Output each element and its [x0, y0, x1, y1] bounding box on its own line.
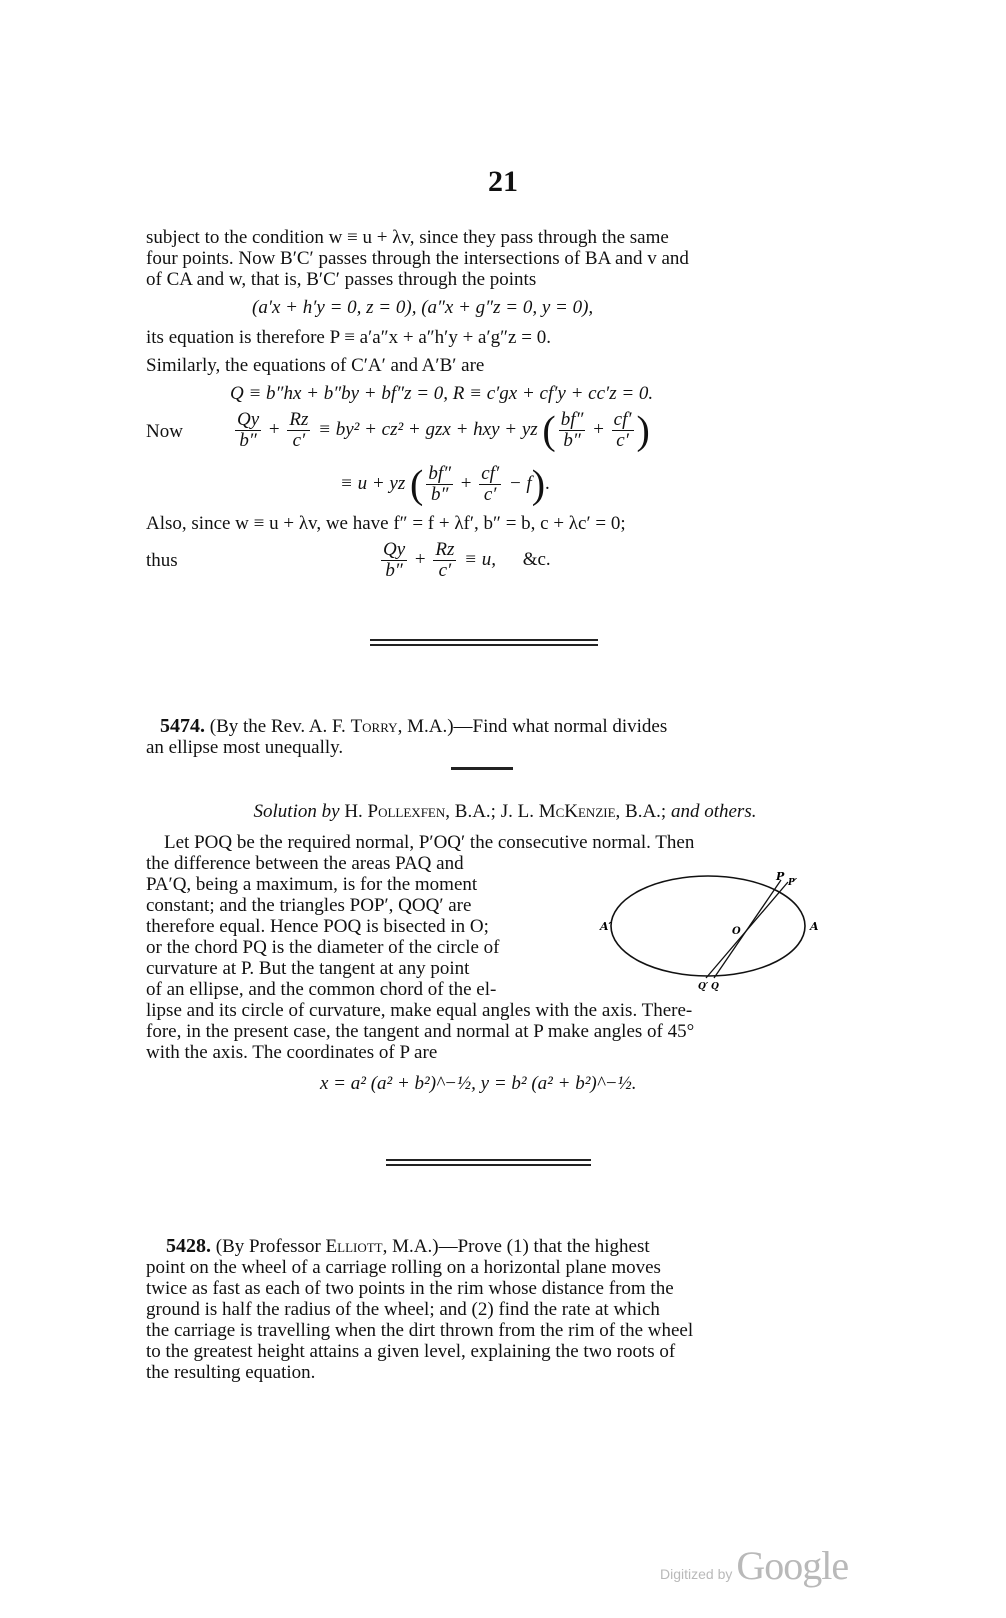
continuation-paragraph	[146, 227, 864, 290]
equation-now: $\frac{Qy}{b''}$ + $\frac{Rz}{c'}$ ≡ by² + cz² + gzx + hxy + yz ( $\frac{bf''}{b''}$ + $\frac{cf'}{c'}$ )	[237, 407, 650, 453]
section-divider	[370, 639, 598, 641]
ellipse	[611, 876, 805, 976]
text-line: an ellipse most unequally.	[146, 737, 344, 758]
short-divider	[451, 767, 513, 770]
text-line: 5474. (By the Rev. A. F. Torry, M.A.)—Find what normal divides	[160, 715, 668, 737]
text-line: 5428. (By Professor Elliott, M.A.)—Prove (1) that the highest	[166, 1235, 650, 1257]
text-line: Let POQ be the required normal, P′OQ′ the consecutive normal. Then	[164, 832, 695, 853]
problem-number: 5428.	[166, 1235, 211, 1257]
text-line: PA′Q, being a maximum, is for the moment	[146, 874, 478, 895]
section-divider	[370, 644, 598, 646]
problem-number: 5474.	[160, 715, 205, 737]
label-A-prime: A′	[600, 920, 612, 933]
text-line: the carriage is travelling when the dirt thrown from the rim of the wheel	[146, 1320, 694, 1341]
watermark-prefix: Digitized by	[660, 1566, 733, 1582]
fraction: $\frac{Rz}{c'}$	[289, 409, 309, 451]
label-P: P	[776, 870, 785, 883]
fraction: $\frac{cf'}{c'}$	[613, 409, 632, 451]
text-line: curvature at P. But the tangent at any point	[146, 958, 470, 979]
text-line: the difference between the areas PAQ and	[146, 853, 464, 874]
equation-QR: Q ≡ b″hx + b″by + bf″z = 0, R ≡ c′gx + cf′y + cc′z = 0.	[230, 383, 654, 404]
text-line: subject to the condition w ≡ u + λv, since they pass through the same	[146, 227, 669, 248]
text-line: constant; and the triangles POP′, QOQ′ are	[146, 895, 472, 916]
text-line: lipse and its circle of curvature, make equal angles with the axis. There-	[146, 1000, 693, 1021]
label-O: O	[732, 926, 741, 937]
equation-points: (a′x + h′y = 0, z = 0), (a″x + g″z = 0, y = 0),	[252, 297, 594, 318]
problem-5474-statement	[146, 716, 864, 758]
equation-thus: $\frac{Qy}{b''}$ + $\frac{Rz}{c'}$ ≡ u, &c.	[383, 539, 551, 581]
google-logo: Google	[736, 1543, 849, 1588]
label-A: A	[810, 920, 819, 933]
thus-label: thus	[146, 550, 178, 571]
text-line: or the chord PQ is the diameter of the circle of	[146, 937, 500, 958]
ellipse-figure	[598, 864, 834, 994]
text-line: of an ellipse, and the common chord of the el-	[146, 979, 497, 1000]
text-line: with the axis. The coordinates of P are	[146, 1042, 438, 1063]
text-line: of CA and w, that is, B′C′ passes through the points	[146, 269, 537, 290]
solution-paragraph-wrapped	[146, 853, 582, 1000]
page-number: 21	[488, 165, 518, 198]
section-divider	[386, 1164, 591, 1166]
author-name: Torry	[350, 716, 398, 737]
label-P-prime: P′	[788, 878, 798, 888]
coordinates-equation: x = a² (a² + b²)^−½, y = b² (a² + b²)^−½.	[320, 1073, 637, 1094]
solution-paragraph	[146, 832, 864, 853]
label-Q: Q	[711, 982, 719, 992]
text-line: fore, in the present case, the tangent and normal at P make angles of 45°	[146, 1021, 695, 1042]
equation-now-continued: ≡ u + yz ( $\frac{bf''}{b''}$ + $\frac{cf'}{c'}$ − f).	[340, 461, 550, 507]
digitized-watermark	[660, 1542, 848, 1589]
fraction: $\frac{bf''}{b''}$	[428, 463, 452, 505]
text-line: twice as fast as each of two points in the rim whose distance from the	[146, 1278, 674, 1299]
text-line: point on the wheel of a carriage rolling on a horizontal plane moves	[146, 1257, 661, 1278]
label-Q-prime: Q′	[698, 982, 709, 992]
solution-paragraph-full	[146, 1000, 864, 1063]
section-divider	[386, 1159, 591, 1161]
text-line: four points. Now B′C′ passes through the intersections of BA and v and	[146, 248, 689, 269]
also-line: Also, since w ≡ u + λv, we have f″ = f + λf′, b″ = b, c + λc′ = 0;	[146, 513, 626, 534]
fraction: $\frac{Qy}{b''}$	[237, 409, 260, 451]
fraction: $\frac{Qy}{b''}$	[383, 539, 406, 581]
text-line: ground is half the radius of the wheel; and (2) find the rate at which	[146, 1299, 660, 1320]
similarly-line: Similarly, the equations of C′A′ and A′B′ are	[146, 355, 485, 376]
problem-5428-statement	[146, 1236, 864, 1383]
solution-heading: Solution by H. Pollexfen, B.A.; J. L. McKenzie, B.A.; and others.	[253, 801, 757, 822]
author-name: Elliott	[325, 1236, 383, 1257]
fraction: $\frac{cf'}{c'}$	[481, 463, 500, 505]
equation-P: its equation is therefore P ≡ a′a″x + a″h′y + a′g″z = 0.	[146, 327, 551, 348]
text-line: therefore equal. Hence POQ is bisected in O;	[146, 916, 489, 937]
fraction: $\frac{bf''}{b''}$	[560, 409, 584, 451]
text-line: the resulting equation.	[146, 1362, 316, 1383]
fraction: $\frac{Rz}{c'}$	[435, 539, 455, 581]
now-label: Now	[146, 421, 183, 442]
text-line: to the greatest height attains a given level, explaining the two roots of	[146, 1341, 676, 1362]
